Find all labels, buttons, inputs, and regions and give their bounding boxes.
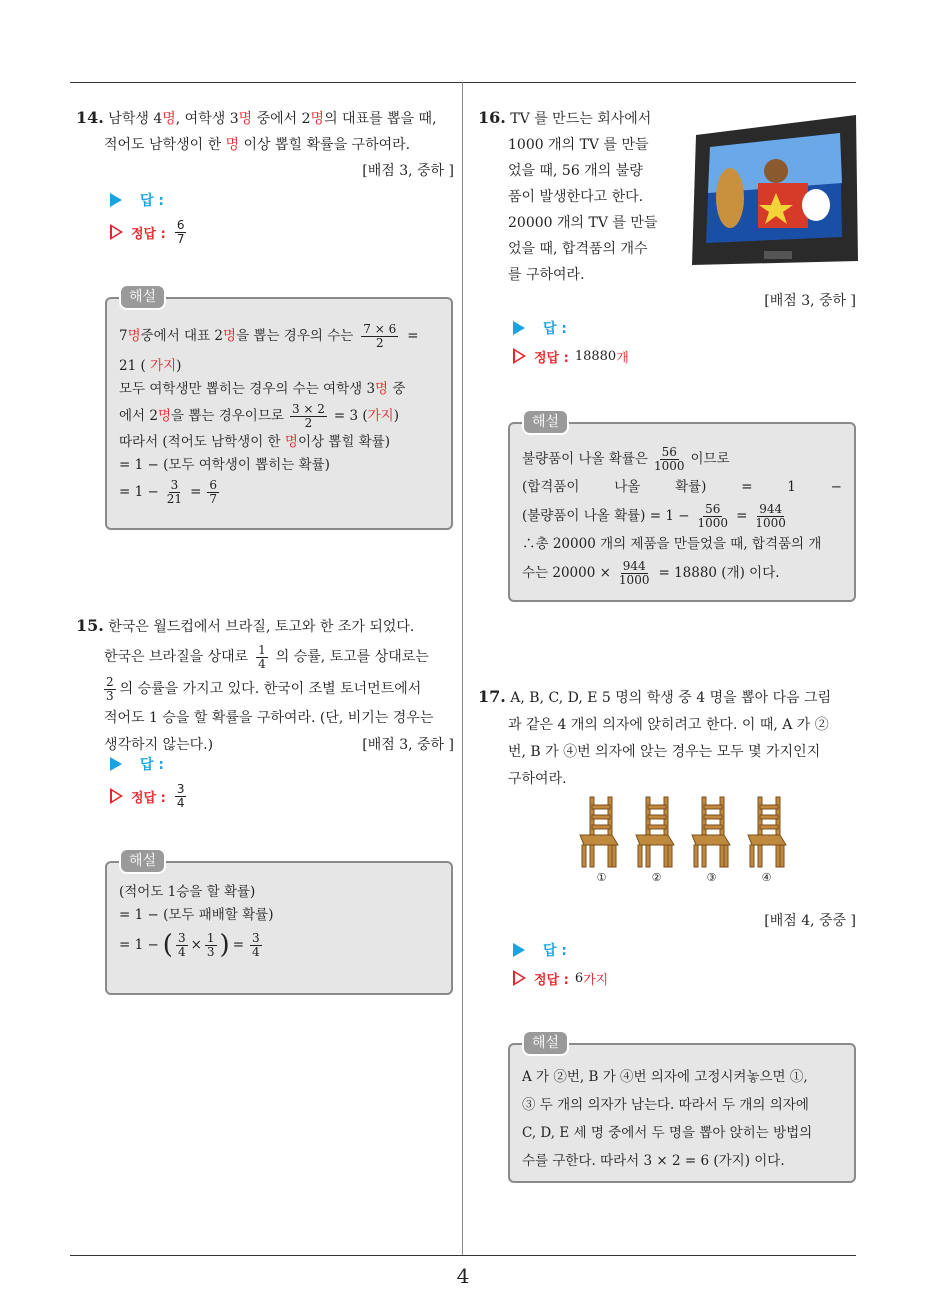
correct-fraction: $\frac{3}{4}$ bbox=[176, 781, 185, 810]
problem-17: 17. A, B, C, D, E 5 명의 학생 중 4 명을 뽑아 다음 그림 과 같은 4 개의 의자에 앉히려고 한다. 이 때, A 가 ② 번, B 가 ④번 의자에 앉는 경우는 모두 몇 가지인지 구하여라. bbox=[478, 687, 832, 787]
chairs-illustration bbox=[574, 795, 794, 887]
problem-meta: [배점 3, 중하 ] bbox=[362, 163, 454, 179]
answer-area-16: 답 : 정답 : 18880 개 bbox=[513, 316, 629, 368]
play-triangle-icon bbox=[110, 193, 122, 207]
solution-tag: 해설 bbox=[119, 848, 166, 874]
correct-label: 정답 : bbox=[131, 226, 166, 242]
problem-meta: [배점 3, 중하 ] bbox=[764, 293, 856, 309]
problem-16: 16. TV 를 만드는 회사에서 1000 개의 TV 를 만들 었을 때, 56 개의 불량 품이 발생한다고 한다. 20000 개의 TV 를 만들 었을 때, 합격품의 개수 를 구하여라. bbox=[478, 108, 658, 283]
correct-label: 정답 : bbox=[131, 790, 166, 806]
chair-label-2: ② bbox=[651, 871, 662, 884]
correct-value: 6 bbox=[574, 970, 584, 986]
solution-box-15: 해설 (적어도 1승을 할 확률) = 1 − (모두 패배할 확률) = 1 − ( $\frac{3}{4}$ × $\frac{1}{3}$ ) = $\frac{3}{4}$ bbox=[105, 861, 453, 995]
problem-number: 15. bbox=[76, 616, 104, 635]
answer-label: 답 : bbox=[140, 193, 164, 209]
answer-label: 답 : bbox=[140, 757, 164, 773]
correct-value: 18880 bbox=[574, 348, 617, 364]
chair-label-3: ③ bbox=[706, 871, 717, 884]
column-divider bbox=[462, 82, 463, 1255]
problem-number: 14. bbox=[76, 108, 104, 127]
answer-label: 답 : bbox=[543, 321, 567, 337]
answer-area-14 bbox=[110, 188, 189, 248]
play-triangle-icon bbox=[110, 757, 122, 771]
solution-tag: 해설 bbox=[522, 409, 569, 435]
solution-tag: 해설 bbox=[522, 1030, 569, 1056]
play-triangle-icon bbox=[513, 321, 525, 335]
solution-box-17: 해설 A 가 ②번, B 가 ④번 의자에 고정시켜놓으면 ①, ③ 두 개의 의자가 남는다. 따라서 두 개의 의자에 C, D, E 세 명 중에서 두 명을 뽑아 앉히는 방법의 수를 구한다. 따라서 3 × 2 = 6 (가지) 이다. bbox=[508, 1043, 856, 1183]
solution-box-14: 해설 7 명 중에서 대표 2 명 을 뽑는 경우의 수는 $\frac{7 \times 6}{2}$ = 21 ( 가지) 모두 여학생만 뽑히는 경우의 수는 여학생 3명 중 에서 2 명 을 뽑는 경우이므로 $\frac{3 \times 2}{2}$ = 3 ( 가지 ) 따라서 (적어도 남학생이 한 명이상 뽑힐 확률) = 1 − (모두 여학생이 뽑히는 확률) = 1 − $\frac{3}{21}$ = $\frac{6}{7}$ bbox=[105, 297, 453, 530]
hollow-triangle-icon bbox=[513, 970, 526, 986]
top-rule bbox=[70, 82, 856, 83]
problem-meta: [배점 3, 중하 ] bbox=[362, 737, 454, 753]
answer-area-17: 답 : 정답 : 6 가지 bbox=[513, 938, 608, 990]
hollow-triangle-icon bbox=[513, 348, 526, 364]
hollow-triangle-icon bbox=[110, 224, 123, 240]
bottom-rule bbox=[70, 1255, 856, 1256]
correct-label: 정답 : bbox=[534, 972, 569, 988]
correct-label: 정답 : bbox=[534, 350, 569, 366]
chair-label-4: ④ bbox=[761, 871, 772, 884]
problem-14: 14. 남학생 4명, 여학생 3명 중에서 2명의 대표를 뽑을 때, 적어도 남학생이 한 명 이상 뽑힐 확률을 구하여라. [배점 3, 중하 ] bbox=[76, 105, 454, 184]
play-triangle-icon bbox=[513, 943, 525, 957]
solution-box-16: 해설 불량품이 나올 확률은 $\frac{56}{1000}$ 이므로 (합격품이 나올 확률) = 1 − (불량품이 나올 확률) = 1 − $\frac{56}{1000}$ = $\frac{944}{1000}$ ∴총 20000 개의 제품을 만들었을 때, 합격품의 개 수는 20000 × $\frac{944}{1000}$ = 18880 (개) 이다. bbox=[508, 422, 856, 602]
solution-tag: 해설 bbox=[119, 284, 166, 310]
tv-illustration bbox=[688, 113, 858, 268]
chair-label-1: ① bbox=[596, 871, 607, 884]
answer-label: 답 : bbox=[543, 943, 567, 959]
problem-number: 17. bbox=[478, 687, 506, 706]
problem-meta: [배점 4, 중중 ] bbox=[764, 913, 856, 929]
page-number: 4 bbox=[456, 1264, 470, 1288]
hollow-triangle-icon bbox=[110, 788, 123, 804]
problem-15: 15. 한국은 월드컵에서 브라질, 토고와 한 조가 되었다. 한국은 브라질을 상대로 $\frac{1}{4}$ 의 승률, 토고를 상대로는 $\frac{2}{3}$ 의 승률을 가지고 있다. 한국이 조별 토너먼트에서 적어도 1 승을 할 확률을 구하여라. (단, 비기는 경우는 생각하지 않는다.) [배점 3, 중하 ] bbox=[76, 612, 454, 759]
correct-fraction: $\frac{6}{7}$ bbox=[176, 217, 185, 246]
problem-number: 16. bbox=[478, 108, 506, 127]
answer-area-15 bbox=[110, 752, 189, 812]
